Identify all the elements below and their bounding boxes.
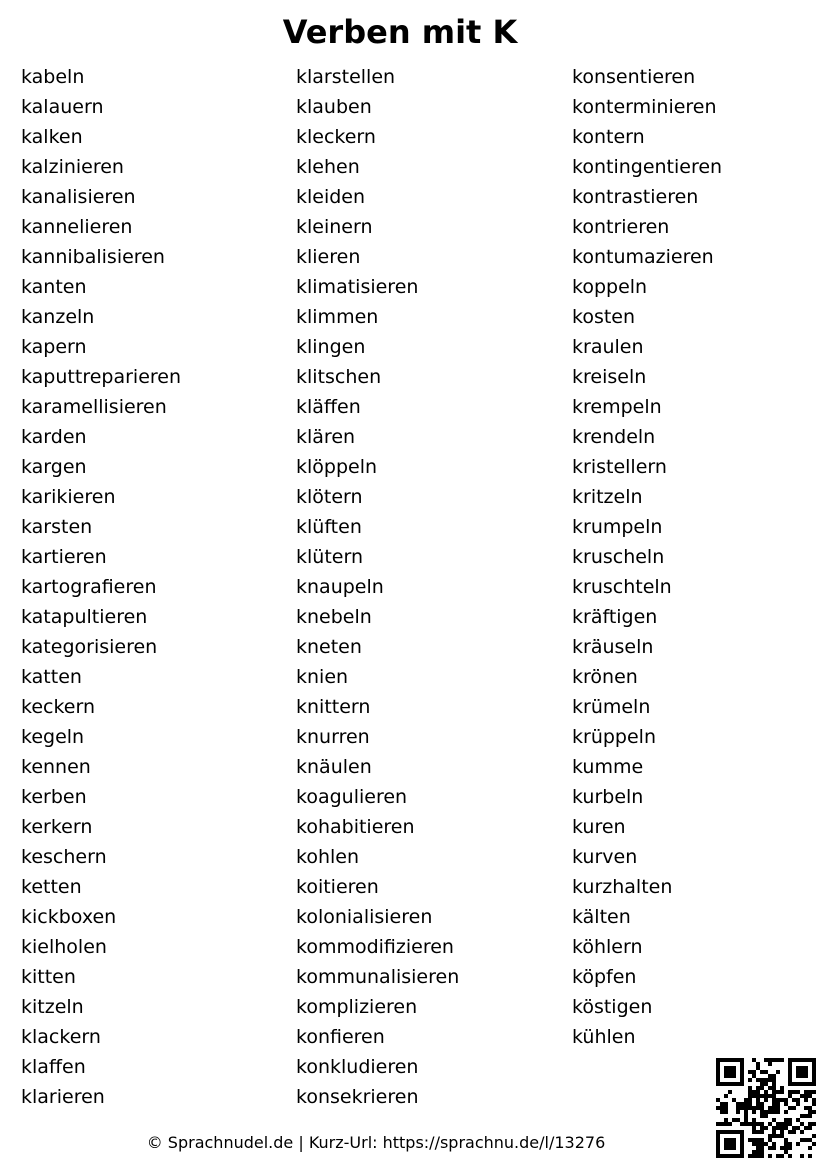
- word-item: krumpeln: [572, 516, 663, 538]
- word-item: katten: [21, 666, 82, 688]
- word-item: kleckern: [296, 126, 376, 148]
- word-item: kolonialisieren: [296, 906, 433, 928]
- word-item: komplizieren: [296, 996, 418, 1018]
- word-item: klöppeln: [296, 456, 378, 478]
- word-item: knaupeln: [296, 576, 384, 598]
- word-item: kontumazieren: [572, 246, 714, 268]
- word-item: kruscheln: [572, 546, 665, 568]
- word-item: koppeln: [572, 276, 648, 298]
- word-column-2: [296, 62, 459, 1112]
- word-item: kegeln: [21, 726, 85, 748]
- word-item: kohabitieren: [296, 816, 415, 838]
- word-item: klingen: [296, 336, 366, 358]
- word-item: kommunalisieren: [296, 966, 460, 988]
- word-item: kälten: [572, 906, 631, 928]
- word-item: kalzinieren: [21, 156, 124, 178]
- word-item: konkludieren: [296, 1056, 419, 1078]
- page-title: Verben mit K: [282, 13, 518, 51]
- word-item: kannibalisieren: [21, 246, 165, 268]
- word-item: kartografieren: [21, 576, 157, 598]
- word-item: kontrieren: [572, 216, 670, 238]
- word-item: kennen: [21, 756, 91, 778]
- word-item: klütern: [296, 546, 363, 568]
- word-column-3: [572, 62, 722, 1052]
- word-item: klimmen: [296, 306, 379, 328]
- word-item: kerben: [21, 786, 87, 808]
- word-item: kategorisieren: [21, 636, 158, 658]
- word-item: konterminieren: [572, 96, 717, 118]
- word-item: klären: [296, 426, 356, 448]
- word-item: ketten: [21, 876, 82, 898]
- word-item: kommodifizieren: [296, 936, 454, 958]
- word-item: köpfen: [572, 966, 637, 988]
- word-item: kanzeln: [21, 306, 95, 328]
- word-item: karsten: [21, 516, 93, 538]
- word-item: kräuseln: [572, 636, 654, 658]
- word-column-1: [21, 62, 181, 1112]
- word-item: kontrastieren: [572, 186, 699, 208]
- word-item: konsentieren: [572, 66, 696, 88]
- word-item: kitzeln: [21, 996, 84, 1018]
- word-item: klimatisieren: [296, 276, 419, 298]
- word-item: köhlern: [572, 936, 643, 958]
- word-item: koitieren: [296, 876, 379, 898]
- word-item: kläffen: [296, 396, 361, 418]
- word-item: knurren: [296, 726, 370, 748]
- word-item: knien: [296, 666, 349, 688]
- word-item: kräftigen: [572, 606, 658, 628]
- word-item: klarieren: [21, 1086, 105, 1108]
- word-item: kohlen: [296, 846, 360, 868]
- word-item: kreiseln: [572, 366, 647, 388]
- word-item: kraulen: [572, 336, 644, 358]
- word-item: kitten: [21, 966, 76, 988]
- word-item: kleiden: [296, 186, 366, 208]
- word-item: kaputtreparieren: [21, 366, 182, 388]
- word-item: klackern: [21, 1026, 101, 1048]
- word-item: keschern: [21, 846, 107, 868]
- word-item: kartieren: [21, 546, 107, 568]
- word-item: klarstellen: [296, 66, 396, 88]
- word-item: kargen: [21, 456, 87, 478]
- word-item: kontingentieren: [572, 156, 723, 178]
- word-item: karden: [21, 426, 87, 448]
- word-item: katapultieren: [21, 606, 148, 628]
- word-item: kumme: [572, 756, 644, 778]
- word-item: kanalisieren: [21, 186, 136, 208]
- word-item: kurven: [572, 846, 638, 868]
- word-item: keckern: [21, 696, 95, 718]
- word-item: kurbeln: [572, 786, 644, 808]
- word-item: kerkern: [21, 816, 93, 838]
- word-item: kurzhalten: [572, 876, 673, 898]
- word-item: kalken: [21, 126, 83, 148]
- word-item: kickboxen: [21, 906, 117, 928]
- word-item: köstigen: [572, 996, 653, 1018]
- word-item: krümeln: [572, 696, 651, 718]
- word-item: klaffen: [21, 1056, 86, 1078]
- word-item: kannelieren: [21, 216, 133, 238]
- word-item: klehen: [296, 156, 360, 178]
- word-item: kalauern: [21, 96, 104, 118]
- word-item: kosten: [572, 306, 636, 328]
- word-item: kühlen: [572, 1026, 636, 1048]
- word-item: koagulieren: [296, 786, 408, 808]
- word-item: klieren: [296, 246, 361, 268]
- word-item: kritzeln: [572, 486, 643, 508]
- word-item: kneten: [296, 636, 362, 658]
- word-item: kapern: [21, 336, 87, 358]
- word-item: klauben: [296, 96, 372, 118]
- word-item: kielholen: [21, 936, 107, 958]
- footer-credit: © Sprachnudel.de | Kurz-Url: https://sprachnu.de/l/13276: [146, 1133, 606, 1152]
- word-item: kruschteln: [572, 576, 672, 598]
- word-item: klüften: [296, 516, 362, 538]
- word-item: konsekrieren: [296, 1086, 419, 1108]
- word-item: knäulen: [296, 756, 372, 778]
- word-item: krönen: [572, 666, 638, 688]
- word-item: knebeln: [296, 606, 372, 628]
- word-item: konfieren: [296, 1026, 385, 1048]
- qr-code-icon: [716, 1058, 816, 1158]
- word-item: krüppeln: [572, 726, 656, 748]
- word-item: kleinern: [296, 216, 373, 238]
- word-item: kabeln: [21, 66, 85, 88]
- word-item: krendeln: [572, 426, 656, 448]
- word-item: kanten: [21, 276, 87, 298]
- word-item: karikieren: [21, 486, 116, 508]
- word-item: kontern: [572, 126, 645, 148]
- word-item: kristellern: [572, 456, 667, 478]
- word-item: krempeln: [572, 396, 662, 418]
- word-item: kuren: [572, 816, 626, 838]
- word-item: klötern: [296, 486, 363, 508]
- word-item: klitschen: [296, 366, 382, 388]
- word-item: knittern: [296, 696, 371, 718]
- word-item: karamellisieren: [21, 396, 167, 418]
